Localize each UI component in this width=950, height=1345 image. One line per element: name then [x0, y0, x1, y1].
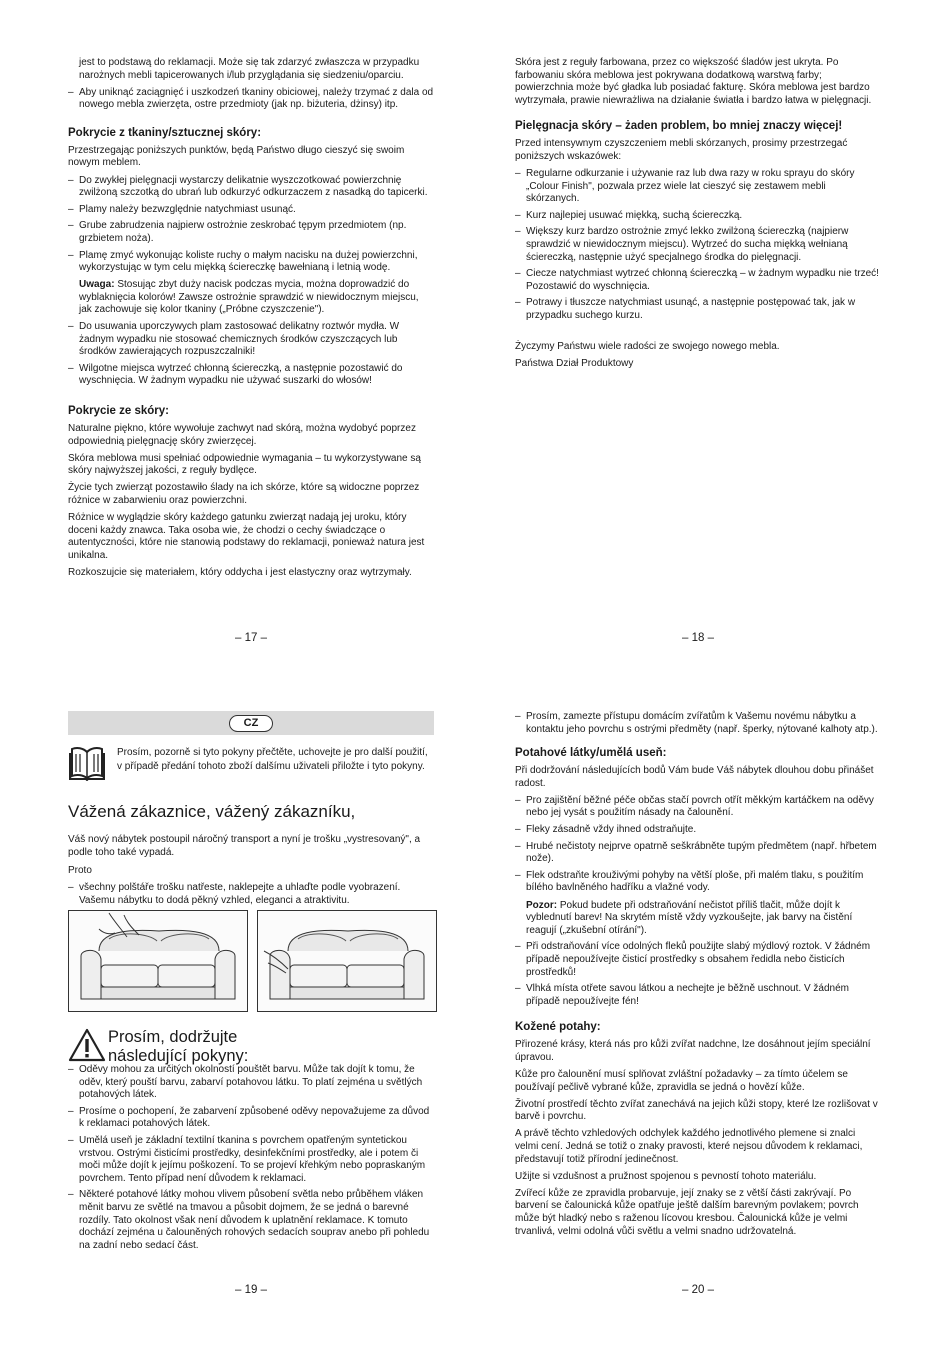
warning-list [68, 1064, 434, 1252]
paragraph: Skóra meblowa musi spełniać odpowiednie wymagania – tu wykorzystywane są skóry najwyższej jakości, z reguły bydlęce. [68, 452, 421, 477]
note-label: Uwaga: [79, 279, 115, 291]
paragraph: Zvířecí kůže ze zpravidla probarvuje, její znaky se z větší části zakrývají. Po barvení se čalounická kůže opatřuje ještě dalším barevným povlakem; povrch může být hladký nebo s raženou lícovou kresbou. Čalounická kůže je velmi trvanlivá, velmi odolná vůči světlu a velmi snadno udržovatelná. [515, 1187, 859, 1237]
pets-list [515, 711, 881, 736]
cushion-list [68, 882, 434, 907]
paragraph: Užijte si vzdušnost a pružnost spojenou s pevností tohoto materiálu. [515, 1170, 817, 1182]
list-item: – Prosíme o pochopení, že zabarvení způsobené oděvy nepovažujeme za důvod k reklamaci potahových látek. [68, 1106, 434, 1131]
closing-signature: Państwa Dział Produktowy [515, 357, 634, 369]
list-item: – Potrawy i tłuszcze natychmiast usunąć, a następnie postępować tak, jak w przypadku suchego kurzu. [515, 297, 881, 322]
greeting-title: Vážená zákaznice, vážený zákazníku, [68, 802, 356, 821]
paragraph: Naturalne piękno, które wywołuje zachwyt nad skórą, można wydobyć poprzez odpowiednią pielęgnację skóry zwierzęcej. [68, 422, 416, 447]
list-item: – Aby uniknąć zaciągnięć i uszkodzeń tkaniny obiciowej, należy trzymać z dala od nowego mebla zwierzęta, ostre przedmioty (jak np. biżuteria, dżinsy) itp. [68, 87, 434, 112]
instruction-note: Prosím, pozorně si tyto pokyny přečtěte, uchovejte je pro další použití, v případě předání tohoto zboží dalšímu uživateli přiložte i tyto pokyny. [117, 747, 428, 772]
list-item: – Fleky zásadně vždy ihned odstraňujte. [515, 824, 881, 837]
paragraph: Różnice w wyglądzie skóry każdego gatunku zwierząt nadają jej uroku, który doceni każdy znawca. Taka osoba wie, że chodzi o cechy świadczące o autentyczności, które nie stanowią podstawy do reklamacji, ponieważ natura jest unikalna. [68, 512, 425, 561]
intro-list [68, 87, 434, 112]
book-icon [68, 745, 106, 781]
section-heading-leather: Kožené potahy: [515, 1021, 601, 1034]
paragraph: Kůže pro čalounění musí splňovat zvláštní požadavky – za tímto účelem se používají pečlivě vybrané kůže, zpravidla se jedná o hovězí kůže. [515, 1068, 848, 1093]
list-item: – Regularne odkurzanie i używanie raz lub dwa razy w roku sprayu do skóry „Colour Finish", pozwala przez wiele lat cieszyć się zestawem mebli skórzanych. [515, 168, 881, 206]
paragraph: Proto [68, 865, 92, 877]
fabric-care-list [515, 795, 881, 895]
page-17-column [68, 57, 434, 584]
paragraph: Życie tych zwierząt pozostawiło ślady na ich skórze, które są widoczne poprzez różnice w zabarwieniu oraz powierzchni. [68, 482, 420, 506]
fabric-care-list [68, 175, 434, 275]
language-bar [68, 711, 434, 735]
note [515, 900, 881, 938]
page-number: – 18 – [682, 632, 714, 644]
list-item: – Flek odstraňte krouživými pohyby na větší ploše, při malém tlaku, s použitím bílého bavlněného hadříku a vlažné vody. [515, 870, 881, 895]
page-20-column [515, 711, 881, 1243]
list-item: – Plamę zmyć wykonując koliste ruchy o małym nacisku na dużej powierzchni, wykorzystując w tym celu miękką ściereczkę bawełnianą i letnią wodę. [68, 250, 434, 275]
leather-care-list [515, 168, 881, 323]
list-item: – Do usuwania uporczywych plam zastosować delikatny roztwór mydła. W żadnym wypadku nie stosować chemicznych środków czyszczących lub środków zawierających rozpuszczalniki! [68, 321, 434, 359]
page-19-warning-list [68, 1064, 434, 1257]
list-item: – Oděvy mohou za určitých okolností pouštět barvu. Může tak dojít k tomu, že oděv, který pouští barvu, zabarví potahovou látku. To platí zejména u světlých potahových látek. [68, 1064, 434, 1102]
sofa-illustration-right [257, 910, 437, 1012]
paragraph: A právě těchto vzhledových odchylek každého jednotlivého plemene si znalci velmi cení. Jedná se totiž o znaky pravosti, které nejsou důvodem k reklamaci, představují totiž přírodní jedinečnost. [515, 1128, 863, 1165]
list-item: – Některé potahové látky mohou vlivem působení světla nebo průběhem vláken měnit barvu ze světlé na tmavou a působit dojmem, že se jedná o barevné rozdíly. Tato okolnost však není důvodem k uplatnění reklamace. K tomuto dochází zejména u čalouněných rohových sedacích souprav anebo při pohledu na zadní nebo sedací část. [68, 1189, 434, 1252]
section-heading-leather: Pokrycie ze skóry: [68, 404, 170, 417]
paragraph: Rozkoszujcie się materiałem, który oddycha i jest elastyczny oraz wytrzymały. [68, 566, 412, 578]
list-item: – Do zwykłej pielęgnacji wystarczy delikatnie wyszczotkować powierzchnię zwilżoną szczotką do ubrań lub odkurzyć odkurzaczem z nasadką do tapicerki. [68, 175, 434, 200]
page-number: – 20 – [682, 1284, 714, 1296]
section-heading-fabric: Pokrycie z tkaniny/sztucznej skóry: [68, 126, 262, 139]
list-item: – Plamy należy bezwzględnie natychmiast usunąć. [68, 204, 434, 217]
list-item: – Umělá useň je základní textilní tkanina s povrchem opatřeným syntetickou vrstvou. Ostrými čisticími prostředky, desinfekčními prostředky, ale i potem či moči může dojít k jejímu poškození. To se projeví křehkým nebo popraskaným povrchem. Tento případ není důvodem k reklamaci. [68, 1135, 434, 1185]
paragraph: Skóra jest z reguły farbowana, przez co większość śladów jest ukryta. Po farbowaniu skóra meblowa jest pokrywana dodatkową warstwą farby; powierzchnia może być gładka lub posiadać fakturę. Skóra meblowa jest bardzo wytrzymała, prawie niewrażliwa na działanie światła i bardzo łatwa w pielęgnacji. [515, 57, 872, 106]
note-text: Stosując zbyt duży nacisk podczas mycia, można doprowadzić do wyblaknięcia kolorów! Zawsze ostrożnie sprawdzić w niewidocznym miejscu, jak zachowuje się kolor tkaniny („Próbne czyszczenie"). [79, 279, 419, 316]
fabric-care-list-2 [515, 941, 881, 1008]
note-label: Pozor: [526, 899, 558, 911]
page-number: – 19 – [235, 1284, 267, 1296]
warning-title-line-1: Prosím, dodržujte [108, 1028, 238, 1046]
fabric-care-list-2 [68, 321, 434, 388]
sofa-illustration-left [68, 910, 248, 1012]
list-item: – Hrubé nečistoty nejprve opatrně seškrábněte tupým předmětem (např. hřbetem nože). [515, 841, 881, 866]
section-heading-fabric: Potahové látky/umělá useň: [515, 747, 667, 760]
page-18-column [515, 57, 881, 375]
list-item: – Při odstraňování více odolných fleků použijte slabý mýdlový roztok. V žádném případě nepoužívejte čisticí prostředky s obsahem ředidla nebo čisticích prostředků! [515, 941, 881, 979]
intro-paragraph: jest to podstawą do reklamacji. Może się tak zdarzyć zwłaszcza w przypadku narożnych mebli tapicerowanych i/lub przyglądania się siedzeniu/oparciu. [79, 57, 420, 81]
warning-icon [68, 1028, 106, 1062]
warning-title-line-2: následující pokyny: [108, 1047, 249, 1065]
list-item: – Vlhká místa otřete savou látkou a nechejte je běžně uschnout. V žádném případě nepoužívejte fén! [515, 983, 881, 1008]
closing-wish: Życzymy Państwu wiele radości ze swojego nowego mebla. [515, 340, 780, 352]
list-item: – Prosím, zamezte přístupu domácím zvířatům k Vašemu novému nábytku a kontaktu jeho povrchu s ostrými předměty (např. šperky, nýtované kalhoty atp.). [515, 711, 881, 736]
note-text: Pokud budete při odstraňování nečistot příliš tlačit, může dojít k vyblednutí barev! Na skrytém místě vždy vyzkoušejte, jak barvy na čistění reagují („zkušební otírání"). [526, 899, 853, 936]
paragraph: Při dodržování následujících bodů Vám bude Váš nábytek dlouhou dobu přinášet radost. [515, 765, 874, 789]
paragraph: Váš nový nábytek postoupil náročný transport a nyní je trošku „vystresovaný", a podle toho také vypadá. [68, 834, 421, 858]
language-badge: CZ [229, 715, 273, 732]
paragraph: Przed intensywnym czyszczeniem mebli skórzanych, prosimy przestrzegać poniższych wskazówek: [515, 138, 848, 162]
page-19-column [68, 802, 434, 912]
paragraph: Přirozené krásy, která nás pro kůži zvířat nadchne, lze dosáhnout jejím speciální úpravou. [515, 1039, 871, 1063]
list-item: – všechny polštáře trošku natřeste, naklepejte a uhlaďte podle vyobrazení. Vašemu nábytku to dodá pěkný vzhled, eleganci a atraktivitu. [68, 882, 434, 907]
section-heading-leather-care: Pielęgnacja skóry – żaden problem, bo mniej znaczy więcej! [515, 120, 843, 133]
paragraph: Životní prostředí těchto zvířat zanechává na jejich kůži stopy, které lze rozlišovat v barvě i povrchu. [515, 1098, 878, 1123]
list-item: – Kurz najlepiej usuwać miękką, suchą ściereczką. [515, 210, 881, 223]
list-item: – Grube zabrudzenia najpierw ostrożnie zeskrobać tępym przedmiotem (np. grzbietem noża). [68, 220, 434, 245]
list-item: – Pro zajištění běžné péče občas stačí povrch otřít měkkým kartáčkem na oděvy nebo jej vysát s použitím násady na čalounění. [515, 795, 881, 820]
paragraph: Przestrzegając poniższych punktów, będą Państwo długo cieszyć się swoim nowym meblem. [68, 144, 405, 169]
list-item: – Większy kurz bardzo ostrożnie zmyć lekko zwilżoną ściereczką (najpierw sprawdzić w niewidocznym miejscu). Wytrzeć do sucha miękką wełnianą ściereczką, następnie użyć specjalnego środka do pielęgnacji. [515, 226, 881, 264]
note [68, 279, 434, 317]
list-item: – Ciecze natychmiast wytrzeć chłonną ściereczką – w żadnym wypadku nie trzeć! Pozostawić do wyschnięcia. [515, 268, 881, 293]
warning-title [108, 1028, 428, 1066]
page-number: – 17 – [235, 632, 267, 644]
list-item: – Wilgotne miejsca wytrzeć chłonną ściereczką, a następnie pozostawić do wyschnięcia. W żadnym wypadku nie używać suszarki do włosów! [68, 363, 434, 388]
